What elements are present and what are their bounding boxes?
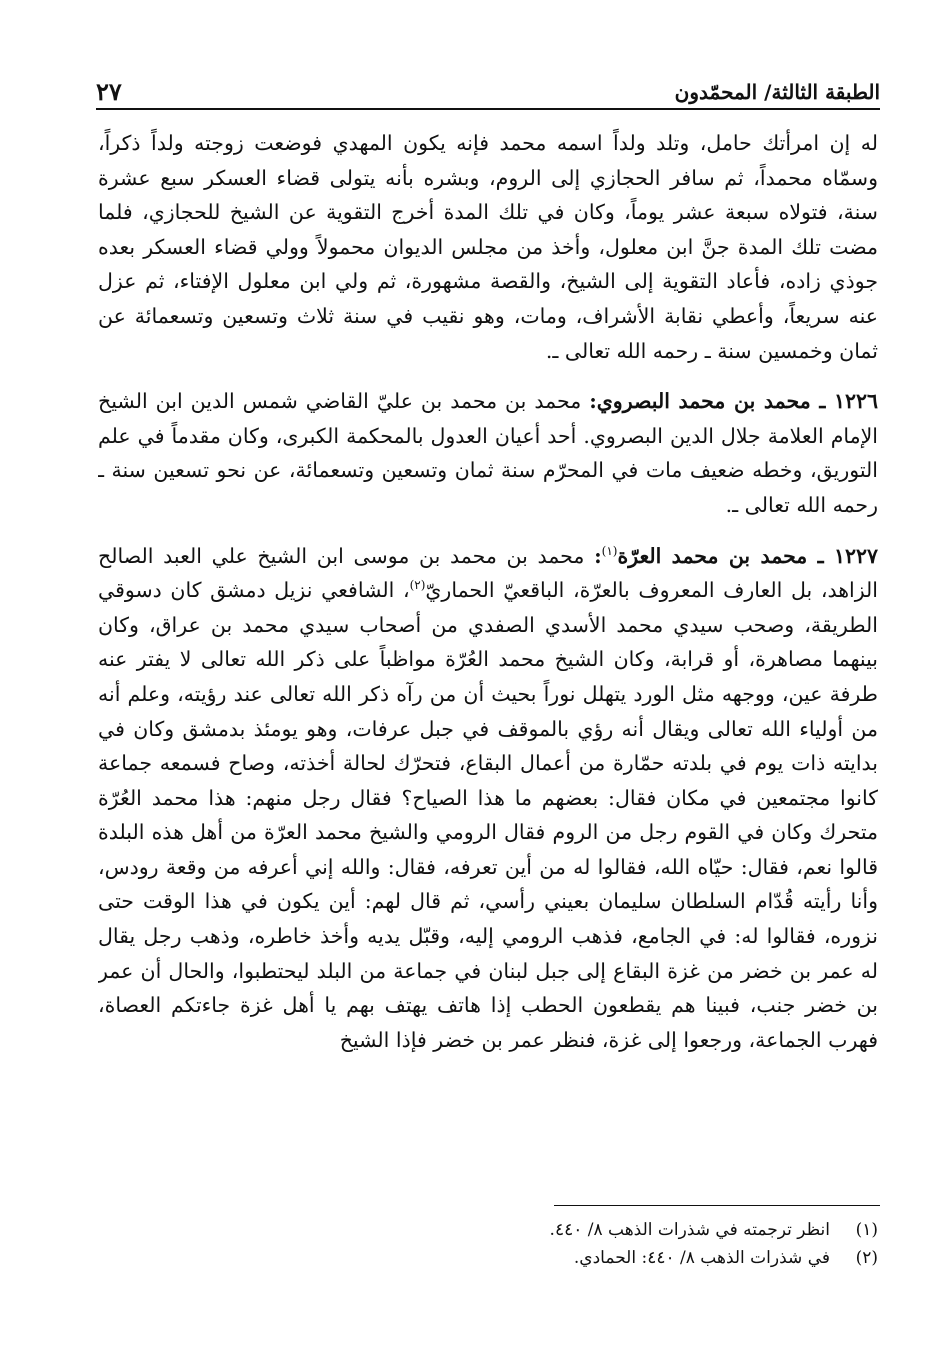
page-body <box>98 126 878 1186</box>
entry-1226-text: محمد بن محمد بن عليّ القاضي شمس الدين ابن الشيخ الإمام العلامة جلال الدين البصروي. أحد أعيان العدول بالمحكمة الكبرى، وكان مقدماً في علم التوريق، وخطه ضعيف مات في المحرّم سنة ثمان وتسعين وتسعمائة، عن نحو تسعين سنة ـ رحمه الله تعالى ـ. <box>98 389 878 517</box>
entry-1227-heading: ١٢٢٧ ـ محمد بن محمد العرّة <box>617 543 878 568</box>
footnote-number: (٢) <box>855 1248 878 1268</box>
entry-1227-heading-colon: : <box>594 543 602 568</box>
footnote-item <box>98 1244 878 1272</box>
footnotes <box>98 1216 878 1272</box>
footnote-divider <box>554 1205 880 1206</box>
footnote-text: انظر ترجمته في شذرات الذهب ٨/ ٤٤٠. <box>549 1220 830 1240</box>
intro-paragraph: له إن امرأتك حامل، وتلد ولداً اسمه محمد فإنه يكون المهدي فوضعت زوجته ولداً ذكراً، وسمّاه محمداً، ثم سافر الحجازي إلى الروم، وبشره بأنه يتولى قضاء العسكر سبع عشرة سنة، فتولاه سبعة عشر يوماً، وكان في تلك المدة أخرج التقوية عن الشيخ للحجازي، فلما مضت تلك المدة جنَّ ابن معلول، وأخذ من مجلس الديوان محمولاً وولي قضاء العسكر بعده جوذي زاده، فأعاد التقوية إلى الشيخ، والقصة مشهورة، ثم ولي ابن معلول الإفتاء، ثم عزل عنه سريعاً، وأعطي نقابة الأشراف، ومات، وهو نقيب في سنة ثلاث وتسعين وتسعمائة عن ثمان وخمسين سنة ـ رحمه الله تعالى ـ. <box>98 131 878 363</box>
footnote-ref-2[interactable]: (٢) <box>409 578 426 593</box>
running-title: الطبقة الثالثة/ المحمّدون <box>674 80 880 104</box>
entry-1227-text-a: محمد بن محمد بن موسى ابن الشيخ علي العبد الصالح الزاهد، بل العارف المعروف بالعرّة، الباقعيّ الحماريّ <box>98 543 878 603</box>
entry-1226-heading: ١٢٢٦ ـ محمد بن محمد البصروي: <box>589 389 878 414</box>
entry-1226 <box>98 384 878 522</box>
page-number: ٢٧ <box>96 77 122 106</box>
entry-1227 <box>98 539 878 1058</box>
footnote-number: (١) <box>855 1220 878 1240</box>
footnote-text: في شذرات الذهب ٨/ ٤٤٠: الحمادي. <box>573 1248 830 1268</box>
footnote-ref-1[interactable]: (١) <box>601 543 618 558</box>
entry-1227-text-b: ، الشافعي نزيل دمشق كان دسوقي الطريقة، وصحب سيدي محمد الأسدي الصفدي من أصحاب سيدي محمد بن عراق، وكان بينهما مصاهرة، أو قرابة، وكان الشيخ محمد العُرّة مواظباً على ذكر الله تعالى لا يفتر عنه طرفة عين، ووجهه مثل الورد يتهلل نوراً بحيث أن من رآه ذكر الله تعالى عند رؤيته، وعلم أنه من أولياء الله تعالى ويقال أنه رؤي بالموقف في جبل عرفات، وهو يومئذ بدمشق وكان في بدايته ذات يوم في بلدته حمّارة من أعمال البقاع، فتحرّك لحالة أخذته، وصاح فسمعه جماعة كانوا مجتمعين في مكان فقال: بعضهم ما هذا الصياح؟ فقال رجل منهم: هذا محمد العُرّة متحرك وكان في القوم رجل من الروم فقال الرومي والشيخ محمد العرّة من أهل هذه البلدة قالوا نعم، فقال: حيّاه الله، فقالوا له من أين تعرفه، فقال: والله إني أعرفه من وقعة رودس، وأنا رأيته قُدّام السلطان سليمان بعيني رأسي، ثم قال لهم: أين يكون في هذا الوقت حتى نزوره، فقالوا له: في الجامع، فذهب الرومي إليه، وقبّل يديه وأخذ خاطره، وذهب رجل يقال له عمر بن خضر من غزة البقاع إلى جبل لبنان في جماعة من البلد ليحتطبوا، والحال أن عمر بن خضر جنب، فبينا هم يقطعون الحطب إذا هاتف يهتف بهم يا أهل غزة جاءتكم العصاة، فهرب الجماعة، ورجعوا إلى غزة، فنظر عمر بن خضر فإذا الشيخ <box>98 578 878 1052</box>
page-header <box>96 74 880 110</box>
footnote-item <box>98 1216 878 1244</box>
